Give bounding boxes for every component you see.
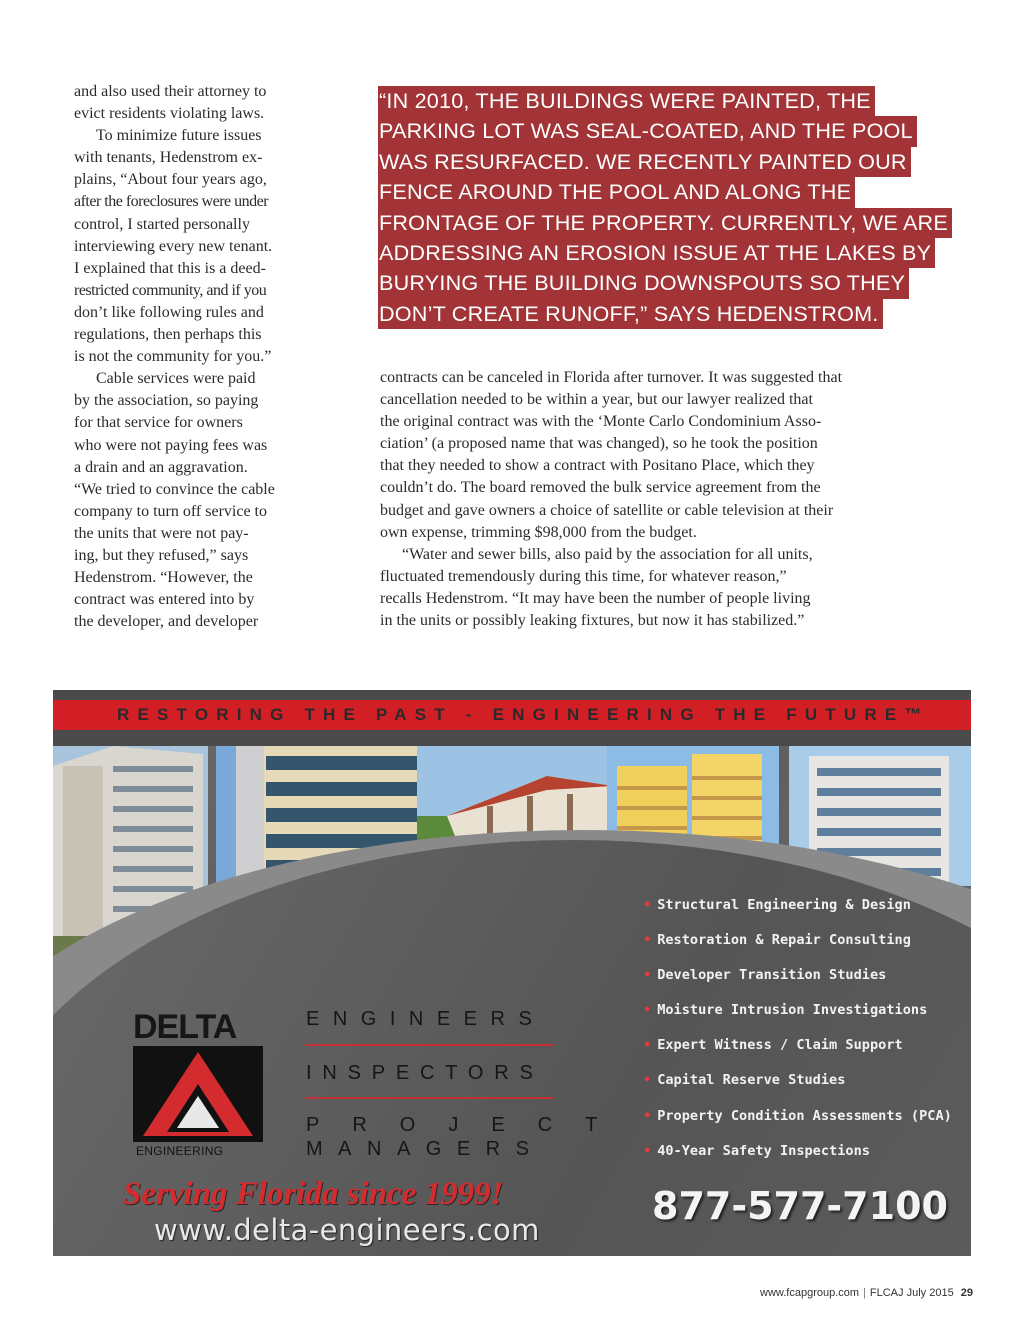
text-line: control, I started personally [74, 215, 250, 233]
text-line: “We tried to convince the cable [74, 480, 275, 498]
text-line: interviewing every new tenant. [74, 237, 273, 255]
text-line: Hedenstrom. “However, the [74, 569, 253, 587]
bullet-icon: • [643, 897, 652, 913]
left-column [74, 81, 314, 633]
divider: | [863, 1287, 866, 1299]
delta-engineering-ad[interactable] [53, 690, 971, 1256]
bullet-icon: • [643, 1142, 652, 1159]
role-managers: MANAGERS [306, 1138, 545, 1160]
service-item: • Restoration & Repair Consulting [643, 932, 911, 949]
bullet-icon: • [643, 1107, 652, 1124]
text-line: evict residents violating laws. [74, 105, 265, 123]
service-item: • Moisture Intrusion Investigations [643, 1002, 928, 1019]
right-body-text [380, 367, 920, 632]
text-line: the original contract was with the ‘Monte Carlo Condominium Asso- [380, 413, 822, 431]
pull-quote-line: DON’T CREATE RUNOFF,” SAYS HEDENSTROM. [378, 299, 883, 329]
text-line: a drain and an aggravation. [74, 458, 248, 476]
left-para-3 [74, 368, 314, 633]
left-para-2 [74, 125, 314, 368]
left-para-1 [74, 81, 314, 125]
divider [306, 1097, 554, 1099]
page-footer [760, 1287, 973, 1299]
pull-quote-line: “IN 2010, THE BUILDINGS WERE PAINTED, THE [378, 86, 875, 116]
pull-quote [378, 86, 948, 329]
footer-site[interactable]: www.fcapgroup.com [760, 1287, 860, 1299]
text-line: cancellation needed to be within a year, but our lawyer realized that [380, 391, 813, 409]
text-line: company to turn off service to [74, 502, 267, 520]
ad-banner: RESTORING THE PAST - ENGINEERING THE FUTURE™ [53, 700, 971, 730]
pull-quote-line: ADDRESSING AN EROSION ISSUE AT THE LAKES BY [378, 238, 935, 268]
text-line: that they needed to show a contract with Positano Place, which they [380, 457, 815, 475]
service-item: • 40-Year Safety Inspections [643, 1142, 870, 1159]
text-line: I explained that this is a deed- [74, 259, 266, 277]
text-line: ciation’ (a proposed name that was changed), so he took the position [380, 435, 818, 453]
text-line: in the units or possibly leaking fixtures, but now it has stabilized.” [380, 612, 805, 630]
bullet-icon: • [643, 1002, 652, 1019]
website-link[interactable]: www.delta-engineers.com [154, 1213, 540, 1247]
pull-quote-line: BURYING THE BUILDING DOWNSPOUTS SO THEY [378, 268, 909, 298]
text-line: is not the community for you.” [74, 348, 272, 366]
bullet-icon: • [643, 932, 652, 949]
role-engineers: ENGINEERS [306, 1008, 546, 1030]
pull-quote-line: WAS RESURFACED. WE RECENTLY PAINTED OUR [378, 147, 911, 177]
text-line: fluctuated tremendously during this time, for whatever reason,” [380, 567, 787, 585]
text-line: own expense, trimming $98,000 from the budget. [380, 523, 697, 541]
text-line: regulations, then perhaps this [74, 326, 262, 344]
text-line: don’t like following rules and [74, 303, 264, 321]
text-line: plains, “About four years ago, [74, 171, 267, 189]
service-list [643, 894, 963, 1175]
right-para-1 [380, 367, 920, 544]
text-line: To minimize future issues [96, 127, 262, 145]
text-line: “Water and sewer bills, also paid by the association for all units, [402, 545, 813, 563]
pull-quote-line: FENCE AROUND THE POOL AND ALONG THE [378, 177, 855, 207]
text-line: recalls Hedenstrom. “It may have been the number of people living [380, 589, 811, 607]
text-line: contracts can be canceled in Florida after turnover. It was suggested that [380, 369, 843, 386]
text-line: contract was entered into by [74, 591, 255, 609]
logo-wordmark: DELTA [133, 1008, 237, 1046]
text-line: who were not paying fees was [74, 436, 268, 454]
triangle-logo-icon [133, 1046, 263, 1142]
logo-subtitle: ENGINEERING [136, 1144, 224, 1158]
delta-logo [133, 1010, 268, 1160]
text-line: by the association, so paying [74, 392, 259, 410]
text-line: restricted community, and if you [74, 281, 267, 299]
text-line: the units that were not pay- [74, 524, 249, 542]
text-line: couldn’t do. The board removed the bulk service agreement from the [380, 479, 821, 497]
bullet-icon: • [643, 1037, 652, 1054]
role-project: PROJECT [306, 1114, 631, 1136]
text-line: after the foreclosures were under [74, 193, 269, 211]
text-line: with tenants, Hedenstrom ex- [74, 149, 263, 167]
text-line: for that service for owners [74, 414, 243, 432]
service-item: • Developer Transition Studies [643, 967, 887, 984]
page-number: 29 [960, 1287, 973, 1299]
text-line: Cable services were paid [96, 370, 256, 388]
bullet-icon: • [643, 1072, 652, 1089]
service-item: • Property Condition Assessments (PCA) [643, 1107, 952, 1124]
text-line: the developer, and developer [74, 613, 259, 631]
pull-quote-line: PARKING LOT WAS SEAL-COATED, AND THE POOL [378, 116, 917, 146]
service-item: • Capital Reserve Studies [643, 1072, 846, 1089]
text-line: and also used their attorney to [74, 83, 267, 100]
text-line: ing, but they refused,” says [74, 546, 249, 564]
service-item: • Structural Engineering & Design [643, 897, 911, 913]
footer-issue: July 2015 [906, 1287, 954, 1299]
role-inspectors: INSPECTORS [306, 1062, 544, 1084]
bullet-icon: • [643, 967, 652, 984]
pull-quote-line: FRONTAGE OF THE PROPERTY. CURRENTLY, WE ARE [378, 208, 952, 238]
right-para-2 [380, 544, 920, 632]
footer-magazine: FLCAJ [869, 1287, 904, 1299]
divider [306, 1044, 554, 1046]
text-line: budget and gave owners a choice of satellite or cable television at their [380, 501, 834, 519]
tagline: Serving Florida since 1999! [123, 1176, 504, 1212]
phone-number[interactable]: 877-577-7100 [652, 1184, 948, 1228]
service-item: • Expert Witness / Claim Support [643, 1037, 903, 1054]
